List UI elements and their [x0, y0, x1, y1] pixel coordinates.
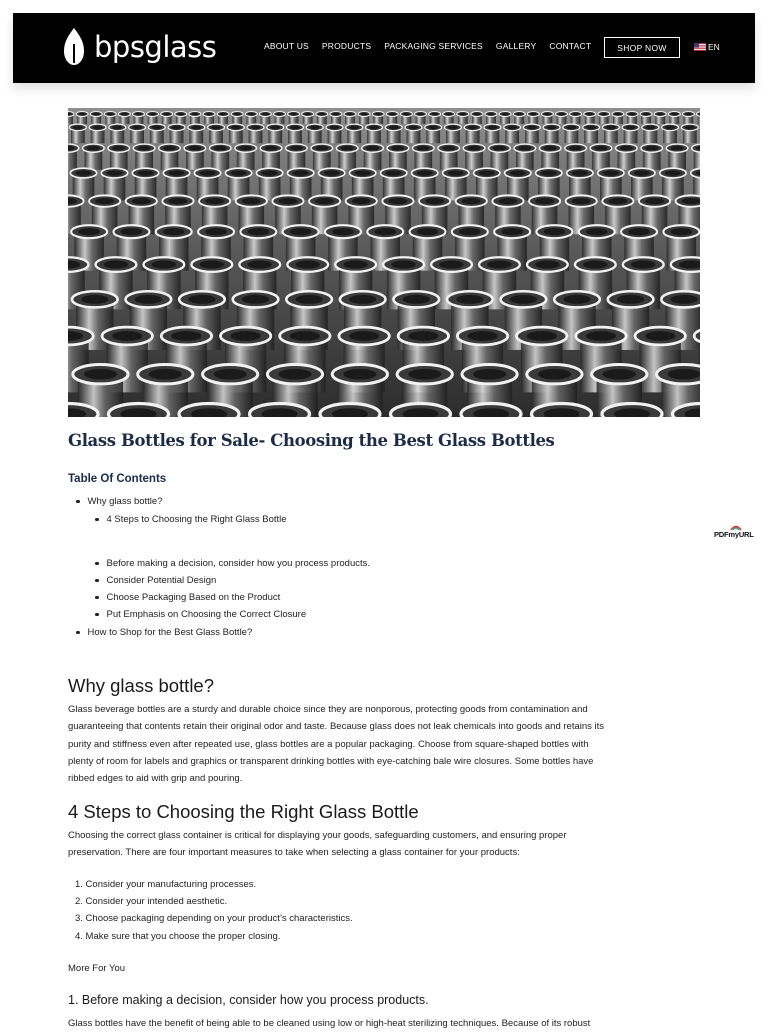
shop-now-button[interactable]: SHOP NOW [604, 37, 680, 58]
section-heading-4-steps: 4 Steps to Choosing the Right Glass Bottle [68, 801, 419, 822]
nav-products[interactable]: PRODUCTS [321, 41, 372, 51]
brand-name: bpsglass [94, 30, 217, 64]
toc-link-how-to-shop[interactable]: How to Shop for the Best Glass Bottle? [76, 627, 252, 638]
step-item: 2. Consider your intended aesthetic. [75, 896, 228, 907]
step-item: 4. Make sure that you choose the proper closing. [75, 931, 281, 942]
language-label: EN [708, 42, 720, 52]
more-for-you-label: More For You [68, 963, 126, 974]
subsection-text-partial: Glass bottles have the benefit of being able to be cleaned using low or high-heat sterilizing techniques. Because of its robust [68, 1018, 591, 1029]
section-text-why-glass: Glass beverage bottles are a sturdy and durable choice since they are nonporous, protecting goods from contamination and guaranteeing that contents retain their original odor and taste. Because glass does not leak chemicals into goods and retains its purity and stiffness even after repeated use, glass bottles are a popular packaging. Choose from square-shaped bottles with plenty of room for labels and graphics or transparent drinking bottles with eye-catching bale wire closures. Some bottles have ribbed edges to aid with grip and pouring. [68, 704, 605, 785]
toc-link-why-glass-bottle[interactable]: Why glass bottle? [76, 496, 162, 507]
step-item: 1. Consider your manufacturing processes. [75, 879, 257, 890]
toc-heading: Table Of Contents [68, 473, 167, 485]
language-selector[interactable] [694, 42, 720, 52]
nav-packaging-services[interactable]: PACKAGING SERVICES [384, 41, 483, 51]
brand-logo[interactable] [60, 27, 216, 67]
section-text-4-steps: Choosing the correct glass container is critical for displaying your goods, safeguarding customers, and ensuring proper preservation. There are four important measures to take when selecting a glass container for your products: [68, 830, 567, 859]
nav-contact[interactable]: CONTACT [549, 41, 592, 51]
pdfmyurl-badge[interactable]: PDFmyURL [714, 530, 754, 539]
toc-link-correct-closure[interactable]: Put Emphasis on Choosing the Correct Closure [95, 609, 306, 620]
us-flag-icon [694, 43, 706, 51]
step-item: 3. Choose packaging depending on your product’s characteristics. [75, 913, 353, 924]
flame-bottle-icon [60, 27, 88, 67]
toc-link-before-decision[interactable]: Before making a decision, consider how you process products. [95, 558, 370, 569]
toc-link-4-steps[interactable]: 4 Steps to Choosing the Right Glass Bottle [95, 514, 287, 525]
toc-link-potential-design[interactable]: Consider Potential Design [95, 575, 216, 586]
article-title: Glass Bottles for Sale- Choosing the Best Glass Bottles [68, 431, 555, 450]
nav-gallery[interactable]: GALLERY [495, 41, 537, 51]
site-header [13, 13, 755, 83]
subsection-heading-before-decision: 1. Before making a decision, consider how you process products. [68, 993, 429, 1007]
nav-about-us[interactable]: ABOUT US [264, 41, 309, 51]
hero-image-glass-bottles [68, 108, 700, 417]
section-heading-why-glass: Why glass bottle? [68, 675, 215, 696]
glass-bottles-photo [68, 108, 700, 417]
main-nav [264, 41, 604, 51]
pdf-swirl-icon [730, 525, 742, 531]
toc-link-packaging-product[interactable]: Choose Packaging Based on the Product [95, 592, 280, 603]
